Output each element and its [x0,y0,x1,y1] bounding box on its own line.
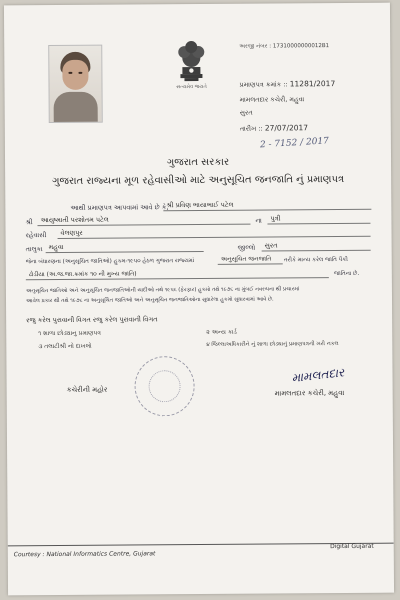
district-field: સુરત [262,241,371,252]
officer-signature: મામલતદાર [290,365,345,386]
digital-gujarat-label: Digital Gujarat [330,542,374,551]
taluka-label: તાલુકા [25,245,43,254]
issue-date: 27/07/2017 [264,123,309,133]
legal-text-line2: આવેલ પ્રકાર થી તથે ૧૯૭૬ ના અનુસૂચિત જાતિઓ અને અનુસૂચિત જનજાતિઓના સુધારેલા હુકમો સુધારવામાં આવે છે. [25,296,274,305]
document-item: ૩ તલાટીશ્રી નો દાખલો [38,342,92,351]
office-seal-inner [148,370,180,402]
document-item: ૨ અન્ય કાર્ડ [206,328,237,336]
documents-heading: રજુ કરેલ પુરાવાની વિગત રજુ કરેલ પુરાવાની વિગત [26,315,158,325]
caste-field: ઢોડીયા (અ.જ.જા.ક્રમાંક ૧૦ ની મુખ્ય જાતિ) [26,268,329,280]
relation-field: પુત્રી [267,214,370,225]
application-number: અરજી નંબર : 17310000000012B1 [239,43,330,50]
national-emblem-icon [172,34,210,84]
taluka-field: મહુવા [46,242,204,253]
relation-label: ના [255,216,262,225]
government-title: ગુજરાત સરકાર [166,156,230,169]
emblem-caption: સત્યમેવ જયતે [176,83,207,91]
residence-field: વેલણપુર [58,227,371,239]
father-name-field: શ્રી પ્રવિણ ભાયાભાઈ પટેલ [163,200,371,211]
certificate-title: ગુજરાત રાજ્યના મૂળ રહેવાસીઓ માટે અનુસૂચિત જનજાતિ નું પ્રમાણપત્ર [52,173,345,188]
courtesy-credit: Courtesy : National Informatics Centre, Gujarat [13,550,156,559]
officer-office: મામલતદાર કચેરી, મહુવા [274,388,345,398]
issuing-office-extra: સુરત [239,108,253,117]
issuing-office: મામલતદાર કચેરી, મહુવા [239,95,305,104]
order-suffix: તરીકે માન્ય કરેલ જાતિ પૈકી [283,256,348,264]
issue-date-row [240,123,308,133]
order-text: જેના બંધારણના (અનુસૂચિત જાતિઓ) હુકમ-૧૯૫૦ હેઠળ ગુજરાત રાજ્યમાં [25,258,195,266]
district-label: જીલ્લો [237,243,256,252]
issue-date-label: તારીખ :: [239,124,263,133]
residence-label: રહેવાસી [25,231,47,240]
office-seal-label: કચેરીની મહોર [66,385,108,394]
legal-text-line1: અનુસૂચિત જાતિઓ અને અનુસૂચિત જનજાતિઓની યાદીઓ તથે ૧૯૫૬ (ફેરફાર) હુકમો તથે ૧૯૭૬ ના મુંબઈ નવરચના થી પ્રચારમાં [25,286,300,295]
document-item: ૪ જિલ્લાઅધિકારીને નું શાળા છોડ્યાનું પ્રમાણપત્રની ખરી નકલ [206,341,339,348]
applicant-photo [48,45,103,123]
certificate-number-row [239,79,335,90]
intro-text: આથી પ્રમાણપત્ર આપવામાં આવે છે કે, [70,203,169,212]
applicant-name-field: આયુષ્માતી પરશોતમ પટેલ [37,215,250,226]
child-prefix: શ્રી [25,218,33,227]
certificate-number-label: પ્રમાણપત્ર ક્રમાંક :: [239,80,288,89]
certificate-sheet [4,3,394,596]
document-item: ૧ શાળા છોડ્યાનુ પ્રમાણપત્ર [38,329,101,338]
certificate-number: 11281/2017 [289,79,336,89]
category-field: અનુસૂચિત જનજાતિ [218,254,283,264]
handwritten-reference: 2 - 7152 / 2017 [259,136,330,151]
caste-suffix: જાતિના છે. [333,270,360,278]
